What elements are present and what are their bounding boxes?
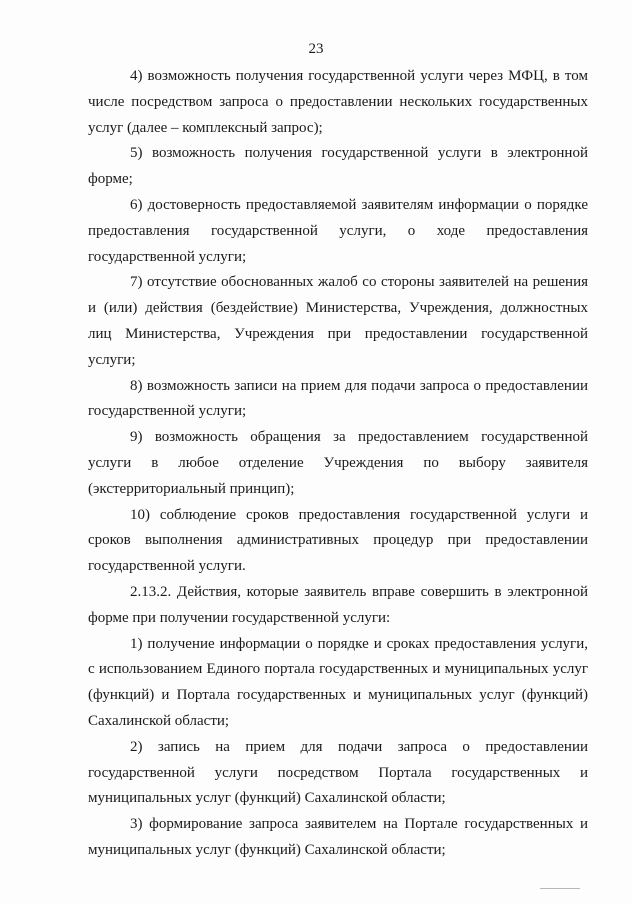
action-item-3: 3) формирование запроса заявителем на Портале государственных и муниципальных услуг (функций) Сахалинской области; [88,816,588,858]
paragraph-item-9: 9) возможность обращения за предоставлением государственной услуги в любое отделение Учреждения по выбору заявителя (экстерриториальный принцип); [88,429,588,497]
page-number: 23 [308,41,324,57]
paragraph-item-10: 10) соблюдение сроков предоставления государственной услуги и сроков выполнения административных процедур при предоставлении государственной услуги. [88,506,588,575]
section-heading-2-13-2: 2.13.2. Действия, которые заявитель вправе совершить в электронной форме при получении государственной услуги: [88,583,588,626]
paragraph-item-8: 8) возможность записи на прием для подачи запроса о предоставлении государственной услуги; [88,377,588,420]
paragraph-item-4: 4) возможность получения государственной услуги через МФЦ, в том числе посредством запроса о предоставлении нескольких государственных услуг (далее – комплексный запрос); [88,68,588,136]
paragraph-item-6: 6) достоверность предоставляемой заявителям информации о порядке предоставления государственной услуги, о ходе предоставления государственной услуги; [88,196,588,265]
action-item-2: 2) запись на прием для подачи запроса о предоставлении государственной услуги посредством Портала государственных и муниципальных услуг (функций) Сахалинской области; [88,738,588,807]
paragraph-item-5: 5) возможность получения государственной услуги в электронной форме; [88,145,588,188]
scan-artifact-line [540,888,580,889]
action-item-1: 1) получение информации о порядке и сроках предоставления услуги, с использованием Единого портала государственных и муниципальных услуг (функций) и Портала государственных и муниципальных услуг (функций) Сахалинской области; [88,635,588,729]
document-body [88,64,588,864]
paragraph-item-7: 7) отсутствие обоснованных жалоб со стороны заявителей на решения и (или) действия (бездействие) Министерства, Учреждения, должностных лиц Министерства, Учреждения при предоставлении государственной услуги; [88,274,588,368]
